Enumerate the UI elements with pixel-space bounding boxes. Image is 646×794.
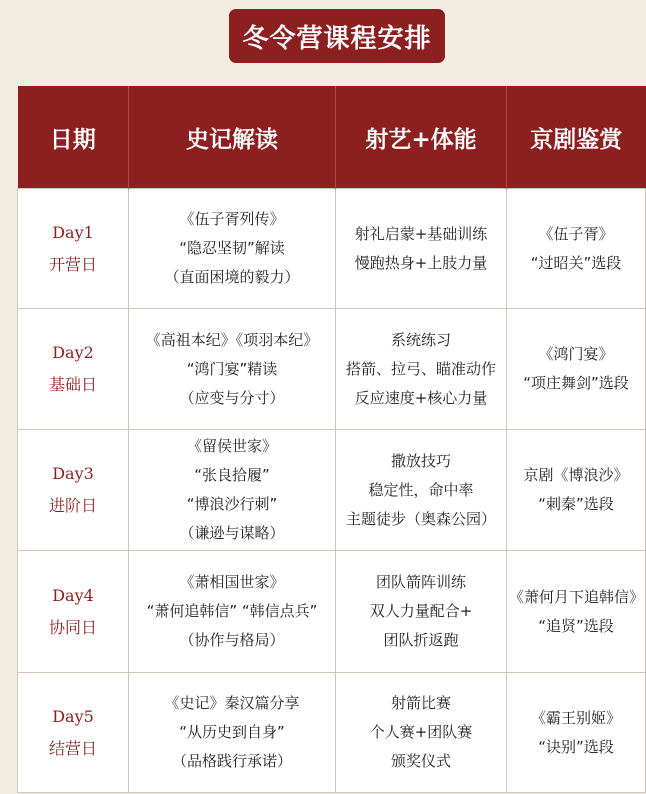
cell-line: （应变与分寸） <box>179 388 285 407</box>
cell-line: “追贤”选段 <box>538 616 614 635</box>
table-row <box>18 430 646 551</box>
date-cell <box>18 309 129 430</box>
cell-line: 《萧何月下追韩信》 <box>509 587 645 606</box>
cell-line: 团队箭阵训练 <box>375 573 466 591</box>
cell-line: 搭箭、拉弓、瞄准动作 <box>345 359 496 378</box>
opera-cell <box>507 551 646 673</box>
cell-line: 反应速度+核心力量 <box>354 388 488 407</box>
day-name: 协同日 <box>48 617 97 637</box>
cell-line: 《霸王别姬》 <box>530 708 621 727</box>
cell-line: 射箭比赛 <box>390 694 451 712</box>
cell-line: “博浪沙行刺” <box>186 495 278 513</box>
archery-cell <box>336 309 507 430</box>
cell-line: 《伍子胥列传》 <box>179 210 285 228</box>
cell-line: 《史记》秦汉篇分享 <box>164 694 300 712</box>
archery-cell <box>336 189 507 309</box>
cell-line: 《高祖本纪》《项羽本纪》 <box>145 330 319 349</box>
history-cell <box>129 551 336 673</box>
day-code: Day1 <box>52 222 94 242</box>
cell-line: 慢跑热身+上肢力量 <box>354 253 488 272</box>
page-title: 冬令营课程安排 <box>229 9 445 63</box>
archery-cell <box>336 551 507 673</box>
cell-line: 《伍子胥》 <box>538 224 614 243</box>
header-date: 日期 <box>18 86 129 189</box>
cell-line: 射礼启蒙+基础训练 <box>354 224 488 243</box>
header-opera: 京剧鉴赏 <box>507 86 646 189</box>
cell-line: “隐忍坚韧”解读 <box>179 239 285 257</box>
day-code: Day2 <box>52 343 94 362</box>
archery-cell <box>336 673 507 793</box>
cell-line: “项庄舞剑”选段 <box>523 374 629 392</box>
archery-cell <box>336 430 507 551</box>
cell-line: “过昭关”选段 <box>530 253 622 272</box>
day-code: Day4 <box>52 585 94 605</box>
table-row <box>18 673 646 793</box>
header-history: 史记解读 <box>129 86 336 189</box>
day-name: 基础日 <box>48 375 97 394</box>
day-name: 结营日 <box>48 738 97 758</box>
opera-cell <box>507 430 646 551</box>
cell-line: “鸿门宴”精读 <box>186 359 278 378</box>
cell-line: （直面困境的毅力） <box>164 268 300 286</box>
header-row <box>18 86 646 189</box>
table-row <box>18 189 646 309</box>
cell-line: 颁奖仪式 <box>390 752 451 770</box>
cell-line: 主题徒步（奥森公园） <box>345 509 496 528</box>
cell-line: 系统练习 <box>390 330 451 349</box>
history-cell <box>129 189 336 309</box>
history-cell <box>129 309 336 430</box>
day-name: 进阶日 <box>48 496 97 515</box>
cell-line: “萧何追韩信” “韩信点兵” <box>146 602 318 620</box>
cell-line: “诀别”选段 <box>538 737 614 756</box>
cell-line: 撒放技巧 <box>390 451 451 470</box>
cell-line: 《萧相国世家》 <box>179 573 285 591</box>
date-cell <box>18 430 129 551</box>
opera-cell <box>507 309 646 430</box>
table-row <box>18 309 646 430</box>
date-cell <box>18 673 129 793</box>
cell-line: “张良拾履” <box>194 466 270 484</box>
cell-line: 个人赛+团队赛 <box>369 723 473 741</box>
cell-line: 双人力量配合+ <box>369 602 473 620</box>
history-cell <box>129 673 336 793</box>
opera-cell <box>507 189 646 309</box>
day-name: 开营日 <box>48 254 97 274</box>
cell-line: 团队折返跑 <box>383 631 459 649</box>
date-cell <box>18 189 129 309</box>
opera-cell <box>507 673 646 793</box>
schedule-table <box>17 86 646 793</box>
cell-line: （品格践行承诺） <box>171 752 292 770</box>
date-cell <box>18 551 129 673</box>
cell-line: 《留侯世家》 <box>186 437 277 455</box>
header-archery: 射艺+体能 <box>336 86 507 189</box>
cell-line: 稳定性，命中率 <box>368 480 474 499</box>
cell-line: （协作与格局） <box>179 631 285 649</box>
cell-line: “从历史到自身” <box>179 723 285 741</box>
cell-line: 京剧《博浪沙》 <box>523 466 629 484</box>
table-row <box>18 551 646 673</box>
cell-line: “刺秦”选段 <box>538 495 614 513</box>
day-code: Day5 <box>52 706 94 726</box>
cell-line: 《鸿门宴》 <box>538 345 614 363</box>
cell-line: （谦逊与谋略） <box>179 524 285 542</box>
history-cell <box>129 430 336 551</box>
day-code: Day3 <box>52 464 94 483</box>
